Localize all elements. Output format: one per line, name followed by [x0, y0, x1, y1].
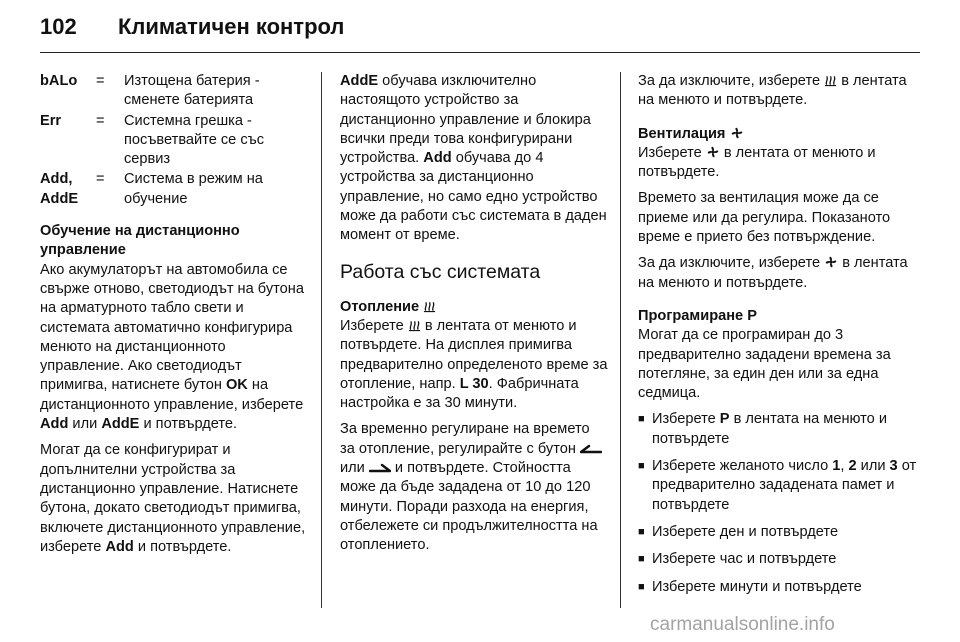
text: Могат да се конфигурират и допълнителни устройства за дистанционно управление. Натиснете бутона, докато светодиодът примигва, включете дистанционното управление, изберете: [40, 442, 306, 555]
option-adde: AddE: [340, 73, 379, 89]
text: в лентата на менюто и потвърдете.: [638, 255, 908, 291]
fan-icon: [706, 145, 720, 159]
code-description: Изтощена батерия - сменете батерията: [124, 73, 260, 109]
chapter-title: Климатичен контрол: [118, 14, 345, 39]
steps-list: [638, 410, 920, 596]
paragraph: [340, 420, 608, 555]
paragraph: [40, 261, 310, 435]
text: Изберете желаното число: [652, 458, 833, 475]
table-row: [40, 170, 310, 210]
table-row: [40, 112, 310, 171]
page-number: 102: [40, 14, 77, 39]
text: в лентата от менюто и потвърдете. На дисплея примигва предварително определеното време за отопление, напр.: [340, 317, 608, 392]
paragraph: [40, 441, 310, 557]
page-header: [40, 14, 920, 52]
text: обучава изключително настоящото устройство за дистанционно управление и блокира всички преди това конфигурирани устройства.: [340, 73, 591, 167]
text: За да изключите, изберете: [638, 73, 825, 89]
text: Ако акумулаторът на автомобила се свърже отново, светодиодът на бутона на арматурното табло свети и системата автоматично конфигурира менюто на дистанционното управление. Ако светодиодът примигва, натиснете бутон: [40, 261, 304, 394]
list-item: ■ Изберете минути и потвърдете: [638, 578, 920, 597]
code-term: Err: [40, 112, 62, 129]
text: или: [68, 416, 102, 433]
text: и потвърдете.: [133, 538, 232, 555]
paragraph: Могат да се програмиран до 3 предварително зададени времена за потегляне, за един ден или за една седмица.: [638, 327, 891, 402]
paragraph: [638, 72, 920, 111]
list-item: ■ Изберете час и потвърдете: [638, 550, 920, 569]
heat-icon: [824, 73, 837, 87]
number: 2: [848, 458, 857, 475]
text: обучава до 4 устройства за дистанционно управление, но само едно устройство може да работи със системата в даден момент от време.: [340, 150, 607, 244]
section-title: Работа със системата: [340, 260, 541, 283]
ventilation-heading: [638, 125, 920, 144]
heating-heading: [340, 298, 608, 317]
heading-text: Вентилация: [638, 125, 726, 142]
column-2: [340, 72, 608, 563]
key-ok: OK: [225, 377, 248, 394]
text: и потвърдете.: [139, 416, 238, 433]
text: За временно регулиране на времето за отопление, регулирайте с бутон: [340, 421, 590, 457]
code-equals: =: [96, 112, 105, 129]
text: на дистанционното управление, изберете: [40, 377, 304, 413]
text: ,: [840, 458, 849, 475]
text: и потвърдете. Стойността може да бъде зададена от 10 до 120 минути. Поради разхода на енергия, отбележете си продължителността на отоплението.: [340, 460, 598, 554]
text: в лентата на менюто и потвърдете: [652, 411, 887, 447]
code-equals: =: [96, 73, 105, 89]
text: или: [856, 458, 890, 475]
text: Изберете: [652, 411, 720, 428]
paragraph: [638, 254, 920, 293]
watermark: carmanualsonline.info: [650, 614, 835, 635]
option-add: Add: [423, 150, 452, 167]
option-p: P: [719, 411, 730, 428]
paragraph: [638, 144, 920, 183]
header-rule: [40, 52, 920, 53]
arrow-left-icon: [580, 443, 602, 455]
column-divider: [620, 72, 621, 608]
section-heading-remote-learning: Обучение на дистанционно управление: [40, 223, 240, 259]
column-divider: [321, 72, 322, 608]
programming-heading: Програмиране P: [638, 307, 757, 324]
code-description: Системна грешка - посъветвайте се със сервиз: [124, 112, 265, 168]
fan-icon: [824, 255, 838, 269]
paragraph: [340, 317, 608, 413]
option-adde: AddE: [101, 416, 140, 433]
option-add: Add: [40, 416, 69, 433]
text: или: [340, 460, 369, 477]
code-term: bALo: [40, 73, 78, 89]
heat-icon: [408, 318, 421, 332]
status-code-table: [40, 72, 310, 210]
list-item: ■ Изберете ден и потвърдете: [638, 523, 920, 542]
paragraph: [340, 72, 608, 246]
text: За да изключите, изберете: [638, 255, 825, 272]
number: 1: [832, 458, 841, 475]
text: Изберете: [638, 144, 706, 161]
table-row: [40, 72, 310, 112]
fan-icon: [730, 126, 744, 140]
display-value: L 30: [459, 375, 489, 392]
text: в лентата от менюто и потвърдете.: [638, 144, 876, 181]
option-add: Add: [105, 538, 134, 555]
text: от предварително зададената памет и потвърдете: [652, 458, 917, 513]
code-term: Add, AddE: [40, 171, 79, 207]
paragraph: Времето за вентилация може да се приеме или да регулира. Показаното време е прието без потвърждение.: [638, 190, 891, 246]
list-item: [638, 410, 920, 449]
column-1: [40, 72, 310, 564]
number: 3: [889, 458, 898, 475]
list-item: [638, 457, 920, 515]
text: в лентата на менюто и потвърдете.: [638, 73, 907, 109]
heading-text: Отопление: [340, 298, 420, 315]
arrow-right-icon: [369, 462, 391, 474]
code-equals: =: [96, 171, 105, 188]
heat-icon: [423, 299, 436, 313]
text: . Фабричната настройка е за 30 минути.: [340, 375, 579, 412]
code-description: Система в режим на обучение: [124, 171, 263, 207]
text: Изберете: [340, 317, 408, 334]
column-3: [638, 72, 920, 605]
